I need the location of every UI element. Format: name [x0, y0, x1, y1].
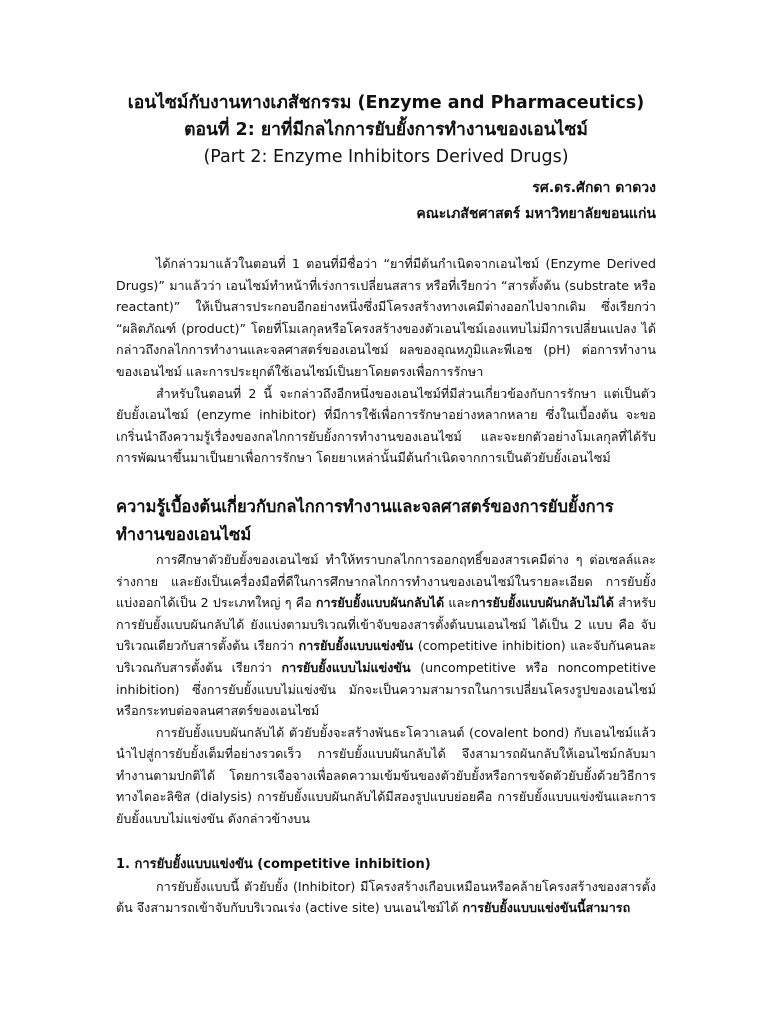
term-irreversible-inhibition: การยับยั้งแบบผันกลับไม่ได้ — [471, 595, 614, 611]
intro-paragraph-2: สำหรับในตอนที่ 2 นี้ จะกล่าวถึงอีกหนึ่งของเอนไซม์ที่มีส่วนเกี่ยวข้องกับการรักษา แต่เป็นตัวยับยั้งเอนไซม์ (enzyme inhibitor) ที่มีการใช้เพื่อการรักษาอย่างหลากหลาย ซึ่งในเบื้องต้น จะขอเกริ่นนำถึงความรู้เรื่องของกลไกการยับยั้งการทำงานของเอนไซม์ และจะยกตัวอย่างโมเลกุลที่ได้รับการพัฒนาขึ้นมาเป็นยาเพื่อการรักษา โดยยาเหล่านั้นมีต้นกำเนิดจากการเป็นตัวยับยั้งเอนไซม์ — [116, 385, 656, 466]
document-subtitle: ตอนที่ 2: ยาที่มีกลไกการยับยั้งการทำงานของเอนไซม์ — [184, 120, 588, 140]
document-title: เอนไซม์กับงานทางเภสัชกรรม (Enzyme and Pharmaceutics) — [127, 93, 645, 113]
text-run: (uncompetitive หรือ noncompetitive inhibition) ซึ่งการยับยั้งแบบไม่แข่งขัน มักจะเป็นความสามารถในการเปลี่ยนโครงรูปของเอนไซม์ หรือกระทบต่อจลนศาสตร์ของเอนไซม์ — [116, 659, 656, 719]
subsection-heading: 1. การยับยั้งแบบแข่งขัน (competitive inhibition) — [116, 856, 431, 872]
section-heading-line-2: ทำงานของเอนไซม์ — [116, 524, 252, 544]
author-affiliation: คณะเภสัชศาสตร์ มหาวิทยาลัยขอนแก่น — [416, 206, 656, 222]
subsection-paragraph-1 — [116, 876, 656, 919]
text-run: (competitive inhibition) และจับกันคนละบริเวณกับสารตั้งต้น เรียกว่า — [116, 638, 656, 675]
text-run: สำหรับการยับยั้งแบบผันกลับได้ ยังแบ่งตามบริเวณที่เข้าจับของสารตั้งต้นบนเอนไซม์ ได้เป็น 2 แบบ คือ จับบริเวณเดียวกับสารตั้งต้น เรียกว่า — [116, 595, 656, 654]
author-name: รศ.ดร.ศักดา ดาดวง — [532, 180, 656, 196]
term-reversible-inhibition: การยับยั้งแบบผันกลับได้ — [315, 595, 445, 611]
text-run: การศึกษาตัวยับยั้งของเอนไซม์ ทำให้ทราบกลไกการออกฤทธิ์ของสารเคมีต่าง ๆ ต่อเซลล์และร่างกาย และยังเป็นเครื่องมือที่ดีในการศึกษากลไกการทำงานของเอนไซม์ในรายละเอียด การยับยั้งแบ่งออกได้เป็น 2 ประเภทใหญ่ ๆ คือ — [116, 551, 656, 611]
bold-text-run: การยับยั้งแบบแข่งขันนี้สามารถ — [462, 900, 631, 916]
section-paragraph-2: การยับยั้งแบบผันกลับได้ ตัวยับยั้งจะสร้างพันธะโควาเลนต์ (covalent bond) กับเอนไซม์แล้วนำไปสู่การยับยั้งเต็มที่อย่างรวดเร็ว การยับยั้งแบบผันกลับได้ จึงสามารถผันกลับให้เอนไซม์กลับมาทำงานตามปกติได้ โดยการเจือจางเพื่อลดความเข้มข้นของตัวยับยั้งหรือการขจัดตัวยับยั้งด้วยวิธีการทางไดอะลิซิส (dialysis) การยับยั้งแบบผันกลับได้มีสองรูปแบบย่อยคือ การยับยั้งแบบแข่งขันและการยับยั้งแบบไม่แข่งขัน ดังกล่าวข้างบน — [116, 724, 656, 827]
term-competitive-inhibition: การยับยั้งแบบแข่งขัน — [298, 638, 414, 654]
text-run: และ — [444, 595, 471, 611]
term-noncompetitive-inhibition: การยับยั้งแบบไม่แข่งขัน — [281, 659, 411, 675]
section-heading — [116, 493, 656, 549]
text-run: การยับยั้งแบบนี้ ตัวยับยั้ง (Inhibitor) มีโครงสร้างเกือบเหมือนหรือคล้ายโครงสร้างของสารตั้งต้น จึงสามารถเข้าจับกับบริเวณเร่ง (active site) บนเอนไซม์ได้ — [116, 878, 656, 916]
section-heading-line-1: ความรู้เบื้องต้นเกี่ยวกับกลไกการทำงานและจลศาสตร์ของการยับยั้งการ — [116, 496, 614, 516]
document-subtitle-english: (Part 2: Enzyme Inhibitors Derived Drugs) — [203, 147, 569, 167]
section-paragraph-1 — [116, 549, 656, 722]
intro-paragraph-1: ได้กล่าวมาแล้วในตอนที่ 1 ตอนที่มีชื่อว่า “ยาที่มีต้นกำเนิดจากเอนไซม์ (Enzyme Derived Drugs)” มาแล้วว่า เอนไซม์ทำหน้าที่เร่งการเปลี่ยนสสาร หรือที่เรียกว่า “สารตั้งต้น (substrate หรือ reactant)” ให้เป็นสารประกอบอีกอย่างหนึ่งซึ่งมีโครงสร้างทางเคมีต่างออกไปจากเดิม ซึ่งเรียกว่า “ผลิตภัณฑ์ (product)” โดยที่โมเลกุลหรือโครงสร้างของตัวเอนไซม์เองแทบไม่มีการเปลี่ยนแปลง ได้กล่าวถึงกลไกการทำงานและจลศาสตร์ของเอนไซม์ ผลของอุณหภูมิและพีเอช (pH) ต่อการทำงานของเอนไซม์ และการประยุกต์ใช้เอนไซม์เป็นยาโดยตรงเพื่อการรักษา — [116, 256, 656, 379]
